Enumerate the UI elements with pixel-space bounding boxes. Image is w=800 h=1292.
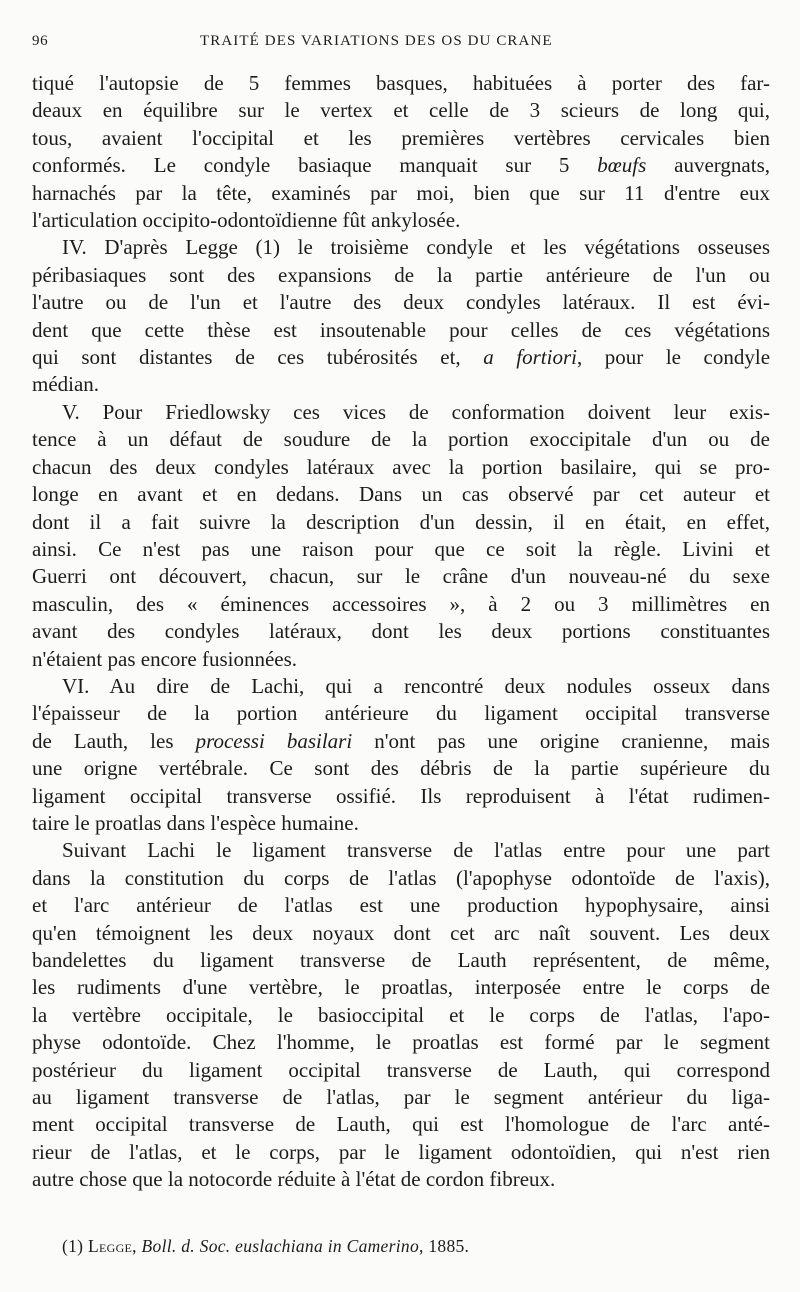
footnote-title: Boll. d. Soc. euslachiana in Camerino: [141, 1236, 419, 1256]
text-line: la vertèbre occipitale, le basioccipital et le corps de l'atlas, l'apo-: [32, 1002, 770, 1027]
italic-term: bœufs: [597, 153, 647, 178]
text-line: bandelettes du ligament transverse de Lauth représentent, de même,: [32, 948, 770, 972]
body-text: [32, 70, 770, 1194]
section-vi-start: VI. Au dire de Lachi, qui a rencontré deux nodules osseux dans: [62, 673, 770, 698]
text-line: chacun des deux condyles latéraux avec la portion basilaire, qui se pro-: [32, 454, 770, 479]
italic-term: a fortiori: [483, 345, 577, 370]
text-line: une origne vertébrale. Ce sont des débris de la partie supérieure du: [32, 756, 770, 781]
text-line: et l'arc antérieur de l'atlas est une production hypophysaire, ainsi: [32, 893, 770, 918]
text-line: n'étaient pas encore fusionnées.: [32, 646, 298, 671]
text-line: masculin, des « éminences accessoires », à 2 ou 3 millimètres en: [32, 591, 770, 616]
running-title: TRAITÉ DES VARIATIONS DES OS DU CRANE: [200, 33, 553, 49]
text-line: postérieur du ligament occipital transverse de Lauth, qui correspond: [32, 1057, 770, 1082]
italic-term: processi basilari: [195, 728, 353, 753]
text-line: harnachés par la tête, examinés par moi, bien que sur 11 d'entre eux: [32, 180, 770, 205]
text-line: les rudiments d'une vertèbre, le proatlas, interposée entre le corps de: [32, 975, 770, 1000]
text-line: ment occipital transverse de Lauth, qui est l'homologue de l'arc anté-: [32, 1112, 770, 1137]
text-line: dans la constitution du corps de l'atlas (l'apophyse odontoïde de l'axis),: [32, 865, 770, 890]
text-line: qui sont distantes de ces tubérosités et, a fortiori, pour le condyle: [32, 345, 771, 370]
text-line: ainsi. Ce n'est pas une raison pour que ce soit la règle. Livini et: [32, 536, 770, 561]
text-line: l'autre ou de l'un et l'autre des deux condyles latéraux. Il est évi-: [32, 290, 770, 315]
text-line: de Lauth, les processi basilari n'ont pas une origine cranienne, mais: [32, 728, 770, 753]
text-line: médian.: [32, 372, 100, 397]
text-line: tiqué l'autopsie de 5 femmes basques, habituées à porter des far-: [32, 71, 770, 95]
text-line: avant des condyles latéraux, dont les deux portions constituantes: [32, 619, 770, 644]
text-line: l'épaisseur de la portion antérieure du ligament occipital transverse: [32, 701, 770, 726]
text-line: dont il a fait suivre la description d'un dessin, il en était, en effet,: [32, 509, 770, 534]
text-line: Guerri ont découvert, chacun, sur le crâne d'un nouveau-né du sexe: [32, 564, 770, 589]
section-iv-start: IV. D'après Legge (1) le troisième condyle et les végétations osseuses: [62, 235, 770, 260]
text-line: taire le proatlas dans l'espèce humaine.: [32, 810, 359, 835]
text-line: longe en avant et en dedans. Dans un cas observé par cet auteur et: [32, 482, 770, 507]
text-line: deaux en équilibre sur le vertex et celle de 3 scieurs de long qui,: [32, 98, 770, 123]
footnote-year: , 1885.: [419, 1236, 470, 1256]
text-line: au ligament transverse de l'atlas, par le segment antérieur du liga-: [32, 1085, 770, 1110]
text-line: péribasiaques sont des expansions de la partie antérieure de l'un ou: [32, 262, 770, 287]
text-line: l'articulation occipito-odontoïdienne fût ankylosée.: [32, 208, 461, 233]
text-line: physe odontoïde. Chez l'homme, le proatlas est formé par le segment: [32, 1030, 770, 1055]
text-line: rieur de l'atlas, et le corps, par le ligament odontoïdien, qui n'est rien: [32, 1139, 770, 1164]
page-number: 96: [32, 33, 49, 49]
paragraph-start: Suivant Lachi le ligament transverse de l'atlas entre pour une part: [62, 838, 770, 863]
footnote-marker: (1): [62, 1236, 88, 1256]
text-line: tence à un défaut de soudure de la portion exoccipitale d'un ou de: [32, 427, 770, 452]
footnote: (1) Legge, Boll. d. Soc. euslachiana in Camerino, 1885.: [62, 1236, 470, 1256]
text-line: tous, avaient l'occipital et les premières vertèbres cervicales bien: [32, 125, 770, 150]
section-v-start: V. Pour Friedlowsky ces vices de conformation doivent leur exis-: [62, 399, 770, 424]
text-line: conformés. Le condyle basiaque manquait sur 5 bœufs auvergnats,: [32, 153, 770, 178]
text-line: qu'en témoignent les deux noyaux dont cet arc naît souvent. Les deux: [32, 920, 770, 945]
text-line: ligament occipital transverse ossifié. Ils reproduisent à l'état rudimen-: [32, 783, 770, 808]
footnote-author: Legge: [87, 1236, 133, 1256]
text-line: dent que cette thèse est insoutenable pour celles de ces végétations: [32, 317, 770, 342]
text-line: autre chose que la notocorde réduite à l'état de cordon fibreux.: [32, 1167, 556, 1192]
running-head: [32, 33, 772, 55]
